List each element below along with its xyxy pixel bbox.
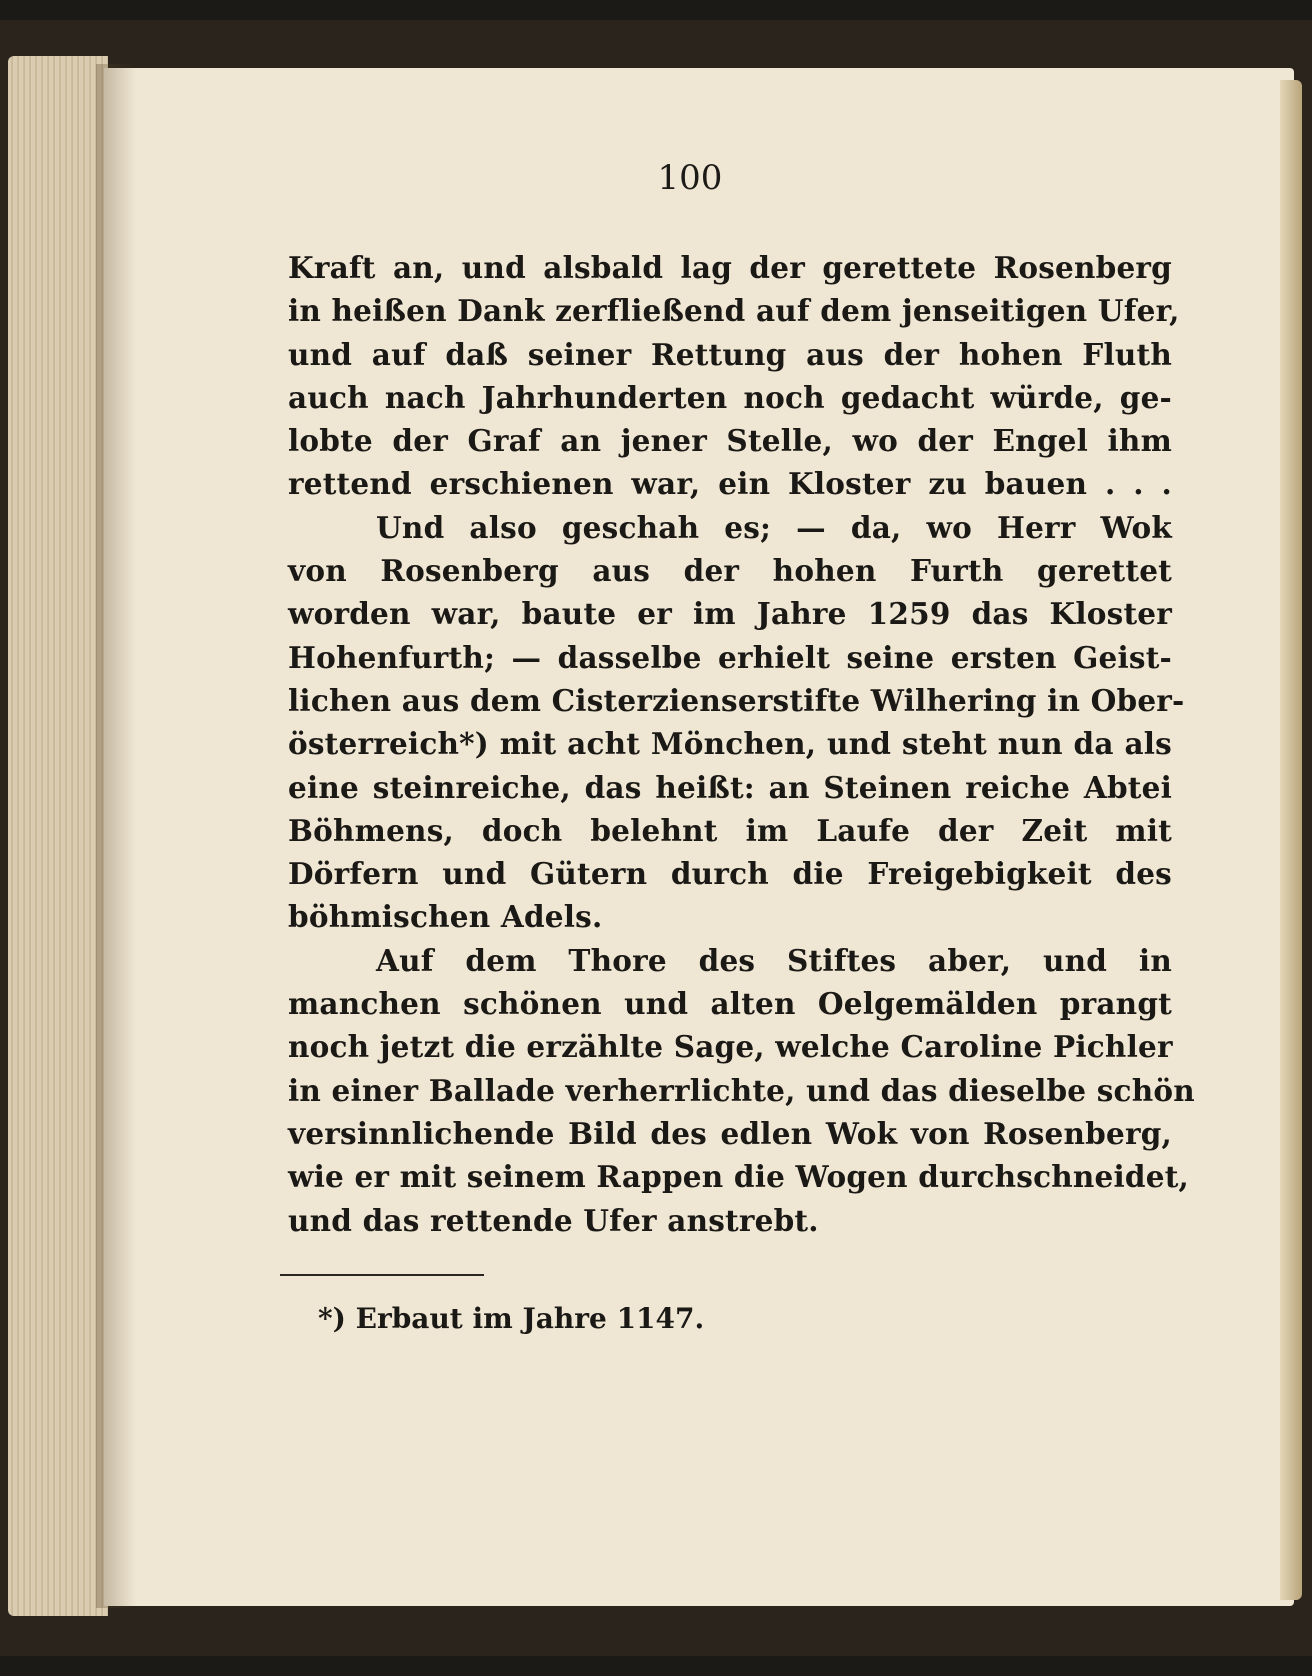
page-stack-edge xyxy=(8,56,108,1616)
paragraph-3 xyxy=(288,939,1195,1242)
text-line: Dörfern und Gütern durch die Freigebigkeit des xyxy=(288,856,1172,892)
text-line: von Rosenberg aus der hohen Furth gerettet xyxy=(288,553,1172,589)
spine-shadow xyxy=(96,64,136,1608)
text-line: Auf dem Thore des Stiftes aber, und in xyxy=(376,942,1172,978)
text-line: Und also geschah es; — da, wo Herr Wok xyxy=(376,509,1172,545)
text-line: wie er mit seinem Rappen die Wogen durchschneidet, xyxy=(288,1159,1190,1195)
text-line: auch nach Jahrhunderten noch gedacht würde, ge- xyxy=(288,379,1172,415)
text-line: Hohenfurth; — dasselbe erhielt seine ersten Geist- xyxy=(288,639,1172,675)
text-line: in heißen Dank zerfließend auf dem jenseitigen Ufer, xyxy=(288,293,1180,329)
text-line: lobte der Graf an jener Stelle, wo der Engel ihm xyxy=(288,423,1172,459)
text-line: eine steinreiche, das heißt: an Steinen reiche Abtei xyxy=(288,769,1172,805)
footnote-rule xyxy=(280,1274,484,1276)
text-line: worden war, baute er im Jahre 1259 das Kloster xyxy=(288,596,1172,632)
text-line: Kraft an, und alsbald lag der gerettete Rosenberg xyxy=(288,250,1172,285)
text-line: noch jetzt die erzählte Sage, welche Caroline Pichler xyxy=(288,1029,1173,1065)
text-line: in einer Ballade verherrlichte, und das dieselbe schön xyxy=(288,1072,1195,1108)
paragraph-1 xyxy=(288,246,1180,506)
text-line: Böhmens, doch belehnt im Laufe der Zeit mit xyxy=(288,812,1172,848)
paragraph-2 xyxy=(288,506,1185,939)
text-line: und auf daß seiner Rettung aus der hohen Fluth xyxy=(288,336,1172,372)
text-line: versinnlichende Bild des edlen Wok von Rosenberg, xyxy=(288,1115,1172,1151)
page-right-edge xyxy=(1280,80,1302,1600)
text-line: böhmischen Adels. xyxy=(288,899,603,935)
page-number: 100 xyxy=(657,158,723,198)
text-line: und das rettende Ufer anstrebt. xyxy=(288,1202,819,1238)
footnote: *) Erbaut im Jahre 1147. xyxy=(318,1302,705,1335)
body-text xyxy=(288,246,1195,1242)
text-line: manchen schönen und alten Oelgemälden prangt xyxy=(288,986,1172,1022)
text-line: lichen aus dem Cisterzienserstifte Wilhering in Ober- xyxy=(288,682,1185,718)
text-line: österreich*) mit acht Mönchen, und steht nun da als xyxy=(288,726,1172,762)
text-line: rettend erschienen war, ein Kloster zu bauen . . . xyxy=(288,466,1172,502)
